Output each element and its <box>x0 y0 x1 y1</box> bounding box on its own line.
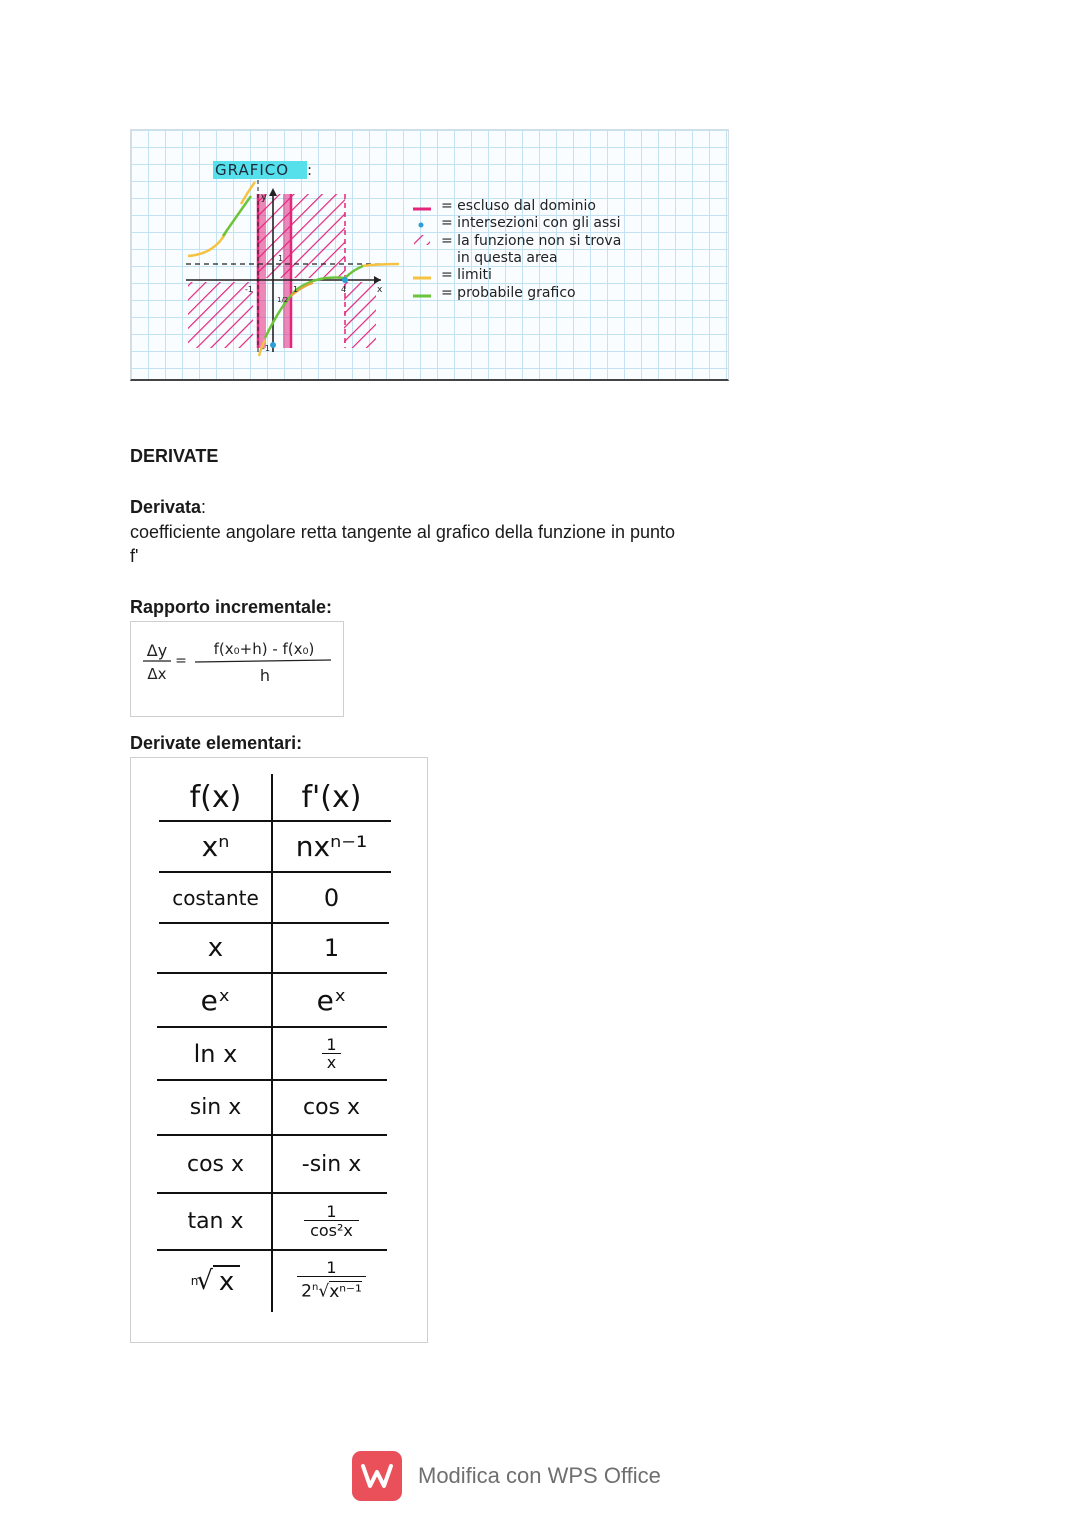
limit-curve-left <box>188 230 227 256</box>
wps-footer-text[interactable]: Modifica con WPS Office <box>418 1463 661 1488</box>
table-header-df: f'(x) <box>301 780 362 815</box>
den-radicand-8: xⁿ⁻¹ <box>329 1281 362 1302</box>
graph-image <box>130 129 729 381</box>
derivata-symbol: f' <box>130 546 139 566</box>
rapporto-formula <box>130 621 344 717</box>
graph-drawing <box>131 130 729 381</box>
hatch-region-bottom-right <box>344 282 376 348</box>
legend-marker-hatch <box>414 235 430 245</box>
table-cell-df-6: -sin x <box>301 1151 362 1177</box>
derivatives-table <box>130 757 428 1343</box>
fraction-num-4: 1 <box>322 1036 340 1054</box>
y-axis-arrow <box>269 188 277 196</box>
derivata-label-line <box>130 497 206 518</box>
axis-label-one: 1 <box>278 254 284 263</box>
legend-text-5: = probabile grafico <box>441 285 576 301</box>
axis-label-four: 4 <box>341 285 347 294</box>
fraction-den-4: x <box>326 1052 337 1072</box>
root-index-8: n <box>190 1274 199 1288</box>
x-axis-arrow <box>374 276 381 284</box>
hatch-region-bottom-left <box>188 282 253 348</box>
den-root-index-8: n <box>312 1282 319 1294</box>
den-root-sign-8: √ <box>318 1281 330 1302</box>
legend-text-3: in questa area <box>457 250 558 266</box>
derivata-label: Derivata <box>130 497 202 517</box>
elementari-label: Derivate elementari: <box>130 733 303 753</box>
table-cell-f-6: cos x <box>186 1151 245 1177</box>
legend-text-2: = la funzione non si trova <box>441 233 622 249</box>
table-header-f: f(x) <box>189 780 242 815</box>
den-coef-8: 2 <box>301 1281 312 1302</box>
table-cell-df-0: nxⁿ⁻¹ <box>295 830 368 863</box>
legend-text-1: = intersezioni con gli assi <box>441 215 621 231</box>
fraction-num-7: 1 <box>326 1201 337 1221</box>
table-cell-f-7: tan x <box>187 1209 244 1234</box>
root-radicand-8: x <box>213 1265 240 1297</box>
formula-lhs-den: Δx <box>147 665 167 683</box>
graph-curve-left <box>223 196 251 236</box>
table-cell-f-4: ln x <box>193 1039 238 1068</box>
derivata-description: coefficiente angolare retta tangente al grafico della funzione in punto <box>130 522 676 542</box>
axis-label-y: y <box>261 192 267 203</box>
table-cell-f-1: costante <box>172 885 259 910</box>
graph-title: GRAFICO <box>215 161 290 179</box>
table-cell-df-4 <box>272 1027 391 1080</box>
rapporto-label: Rapporto incrementale: <box>130 597 333 617</box>
table-cell-f-8 <box>159 1250 272 1312</box>
table-cell-df-5: cos x <box>302 1095 361 1120</box>
graph-title-colon: : <box>307 161 313 179</box>
fraction-num-8: 1 <box>326 1258 337 1278</box>
formula-rhs-den: h <box>259 666 271 685</box>
legend-marker-blue <box>419 223 424 228</box>
axis-label-half: 1/2 <box>277 296 289 304</box>
table-cell-df-7 <box>272 1193 391 1250</box>
legend-text-0: = escluso dal dominio <box>441 198 596 214</box>
root-sign-8: √ <box>196 1266 213 1296</box>
legend-text-4: = limiti <box>441 267 492 283</box>
section-title: DERIVATE <box>130 446 219 466</box>
limit-curve-right <box>361 264 399 266</box>
rapporto-formula-drawing <box>131 622 345 718</box>
axis-label-x: x <box>377 285 383 295</box>
axis-label-one-x: 1 <box>293 285 299 294</box>
table-cell-df-2: 1 <box>323 934 340 962</box>
hatch-region-top-right <box>289 194 345 278</box>
intersection-dot-y <box>270 342 276 348</box>
table-cell-f-2: x <box>207 933 224 963</box>
wps-footer[interactable] <box>352 1451 661 1501</box>
formula-rhs-num: f(x₀+h) - f(x₀) <box>213 640 315 658</box>
table-cell-f-0: xⁿ <box>201 830 230 863</box>
formula-equals: = <box>175 653 187 669</box>
table-cell-df-3: eˣ <box>316 983 347 1017</box>
wps-logo-icon[interactable] <box>352 1451 402 1501</box>
table-cell-df-1: 0 <box>323 883 340 912</box>
formula-rhs-bar <box>195 660 331 662</box>
intersection-dot-x <box>342 277 348 283</box>
derivata-colon: : <box>201 497 207 517</box>
table-cell-f-3: eˣ <box>200 983 231 1017</box>
fraction-den-7: cos²x <box>304 1220 359 1241</box>
formula-lhs-num: Δy <box>146 641 168 660</box>
axis-label-minus-one-low: -1 <box>262 344 270 353</box>
fraction-den-8 <box>297 1276 366 1303</box>
table-cell-f-5: sin x <box>189 1095 242 1120</box>
wps-w-icon <box>360 1463 394 1489</box>
table-cell-df-8 <box>272 1250 391 1312</box>
axis-label-minus-one: -1 <box>245 285 253 294</box>
